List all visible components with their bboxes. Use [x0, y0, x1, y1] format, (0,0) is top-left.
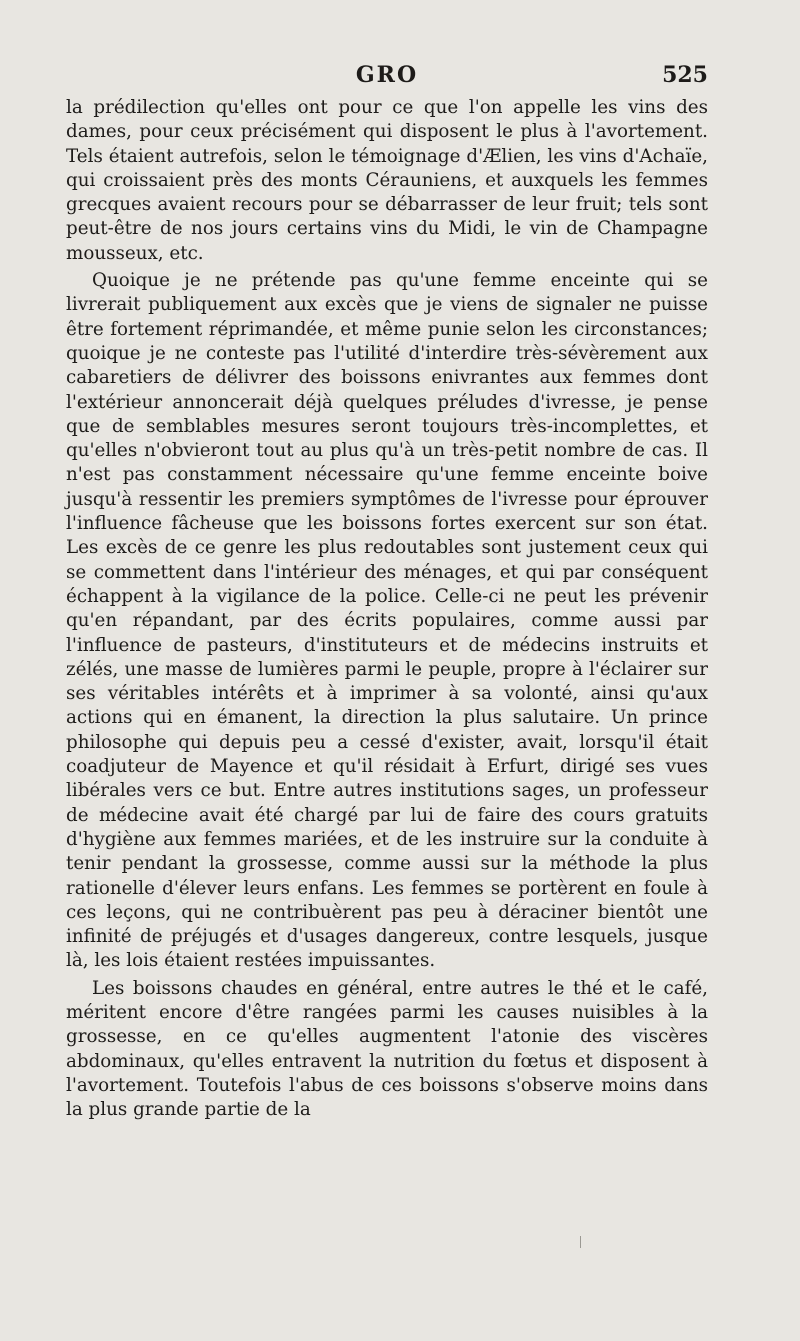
running-head: GRO	[355, 62, 419, 88]
paragraph-continuation: la prédilection qu'elles ont pour ce que l'on appelle les vins des dames, pour ceux précisément qui disposent le plus à l'avortement. Tels étaient autrefois, selon le témoignage d'Ælien, les vins d'Achaïe, qui croissaient près des monts Cérauniens, et auxquels les femmes grecques avaient recours pour se débarrasser de leur fruit; tels sont peut-être de nos jours certains vins du Midi, le vin de Champagne mousseux, etc.	[66, 97, 708, 264]
page-number: 525	[662, 62, 708, 88]
print-mark	[580, 1236, 581, 1248]
main-text	[66, 96, 708, 1226]
page-header	[66, 60, 708, 94]
paragraph: Quoique je ne prétende pas qu'une femme enceinte qui se livrerait publiquement aux excès que je viens de signaler ne puisse être fortement réprimandée, et même punie selon les circonstances; quoique je ne conteste pas l'utilité d'interdire très-sévèrement aux cabaretiers de délivrer des boissons enivrantes aux femmes dont l'extérieur annoncerait déjà quelques préludes d'ivresse, je pense que de semblables mesures seront toujours très-incomplettes, et qu'elles n'obvieront tout au plus qu'à un très-petit nombre de cas. Il n'est pas constamment nécessaire qu'une femme enceinte boive jusqu'à ressentir les premiers symptômes de l'ivresse pour éprouver l'influence fâcheuse que les boissons fortes exercent sur son état. Les excès de ce genre les plus redoutables sont justement ceux qui se commettent dans l'intérieur des ménages, et qui par conséquent échappent à la vigilance de la police. Celle-ci ne peut les prévenir qu'en répandant, par des écrits populaires, comme aussi par l'influence de pasteurs, d'instituteurs et de médecins instruits et zélés, une masse de lumières parmi le peuple, propre à l'éclairer sur ses véritables intérêts et à imprimer à sa volonté, ainsi qu'aux actions qui en émanent, la direction la plus salutaire. Un prince philosophe qui depuis peu a cessé d'exister, avait, lorsqu'il était coadjuteur de Mayence et qu'il résidait à Erfurt, dirigé ses vues libérales vers ce but. Entre autres institutions sages, un professeur de médecine avait été chargé par lui de faire des cours gratuits d'hygiène aux femmes mariées, et de les instruire sur la conduite à tenir pendant la grossesse, comme aussi sur la méthode la plus rationelle d'élever leurs enfans. Les femmes se portèrent en foule à ces leçons, qui ne contribuèrent pas peu à déraciner bientôt une infinité de préjugés et d'usages dangereux, contre lesquels, jusque là, les lois étaient restées impuissantes.	[66, 270, 708, 972]
paragraph: Les boissons chaudes en général, entre autres le thé et le café, méritent encore d'être rangées parmi les causes nuisibles à la grossesse, en ce qu'elles augmentent l'atonie des viscères abdominaux, qu'elles entravent la nutrition du fœtus et disposent à l'avortement. Toutefois l'abus de ces boissons s'observe moins dans la plus grande partie de la	[66, 977, 708, 1121]
